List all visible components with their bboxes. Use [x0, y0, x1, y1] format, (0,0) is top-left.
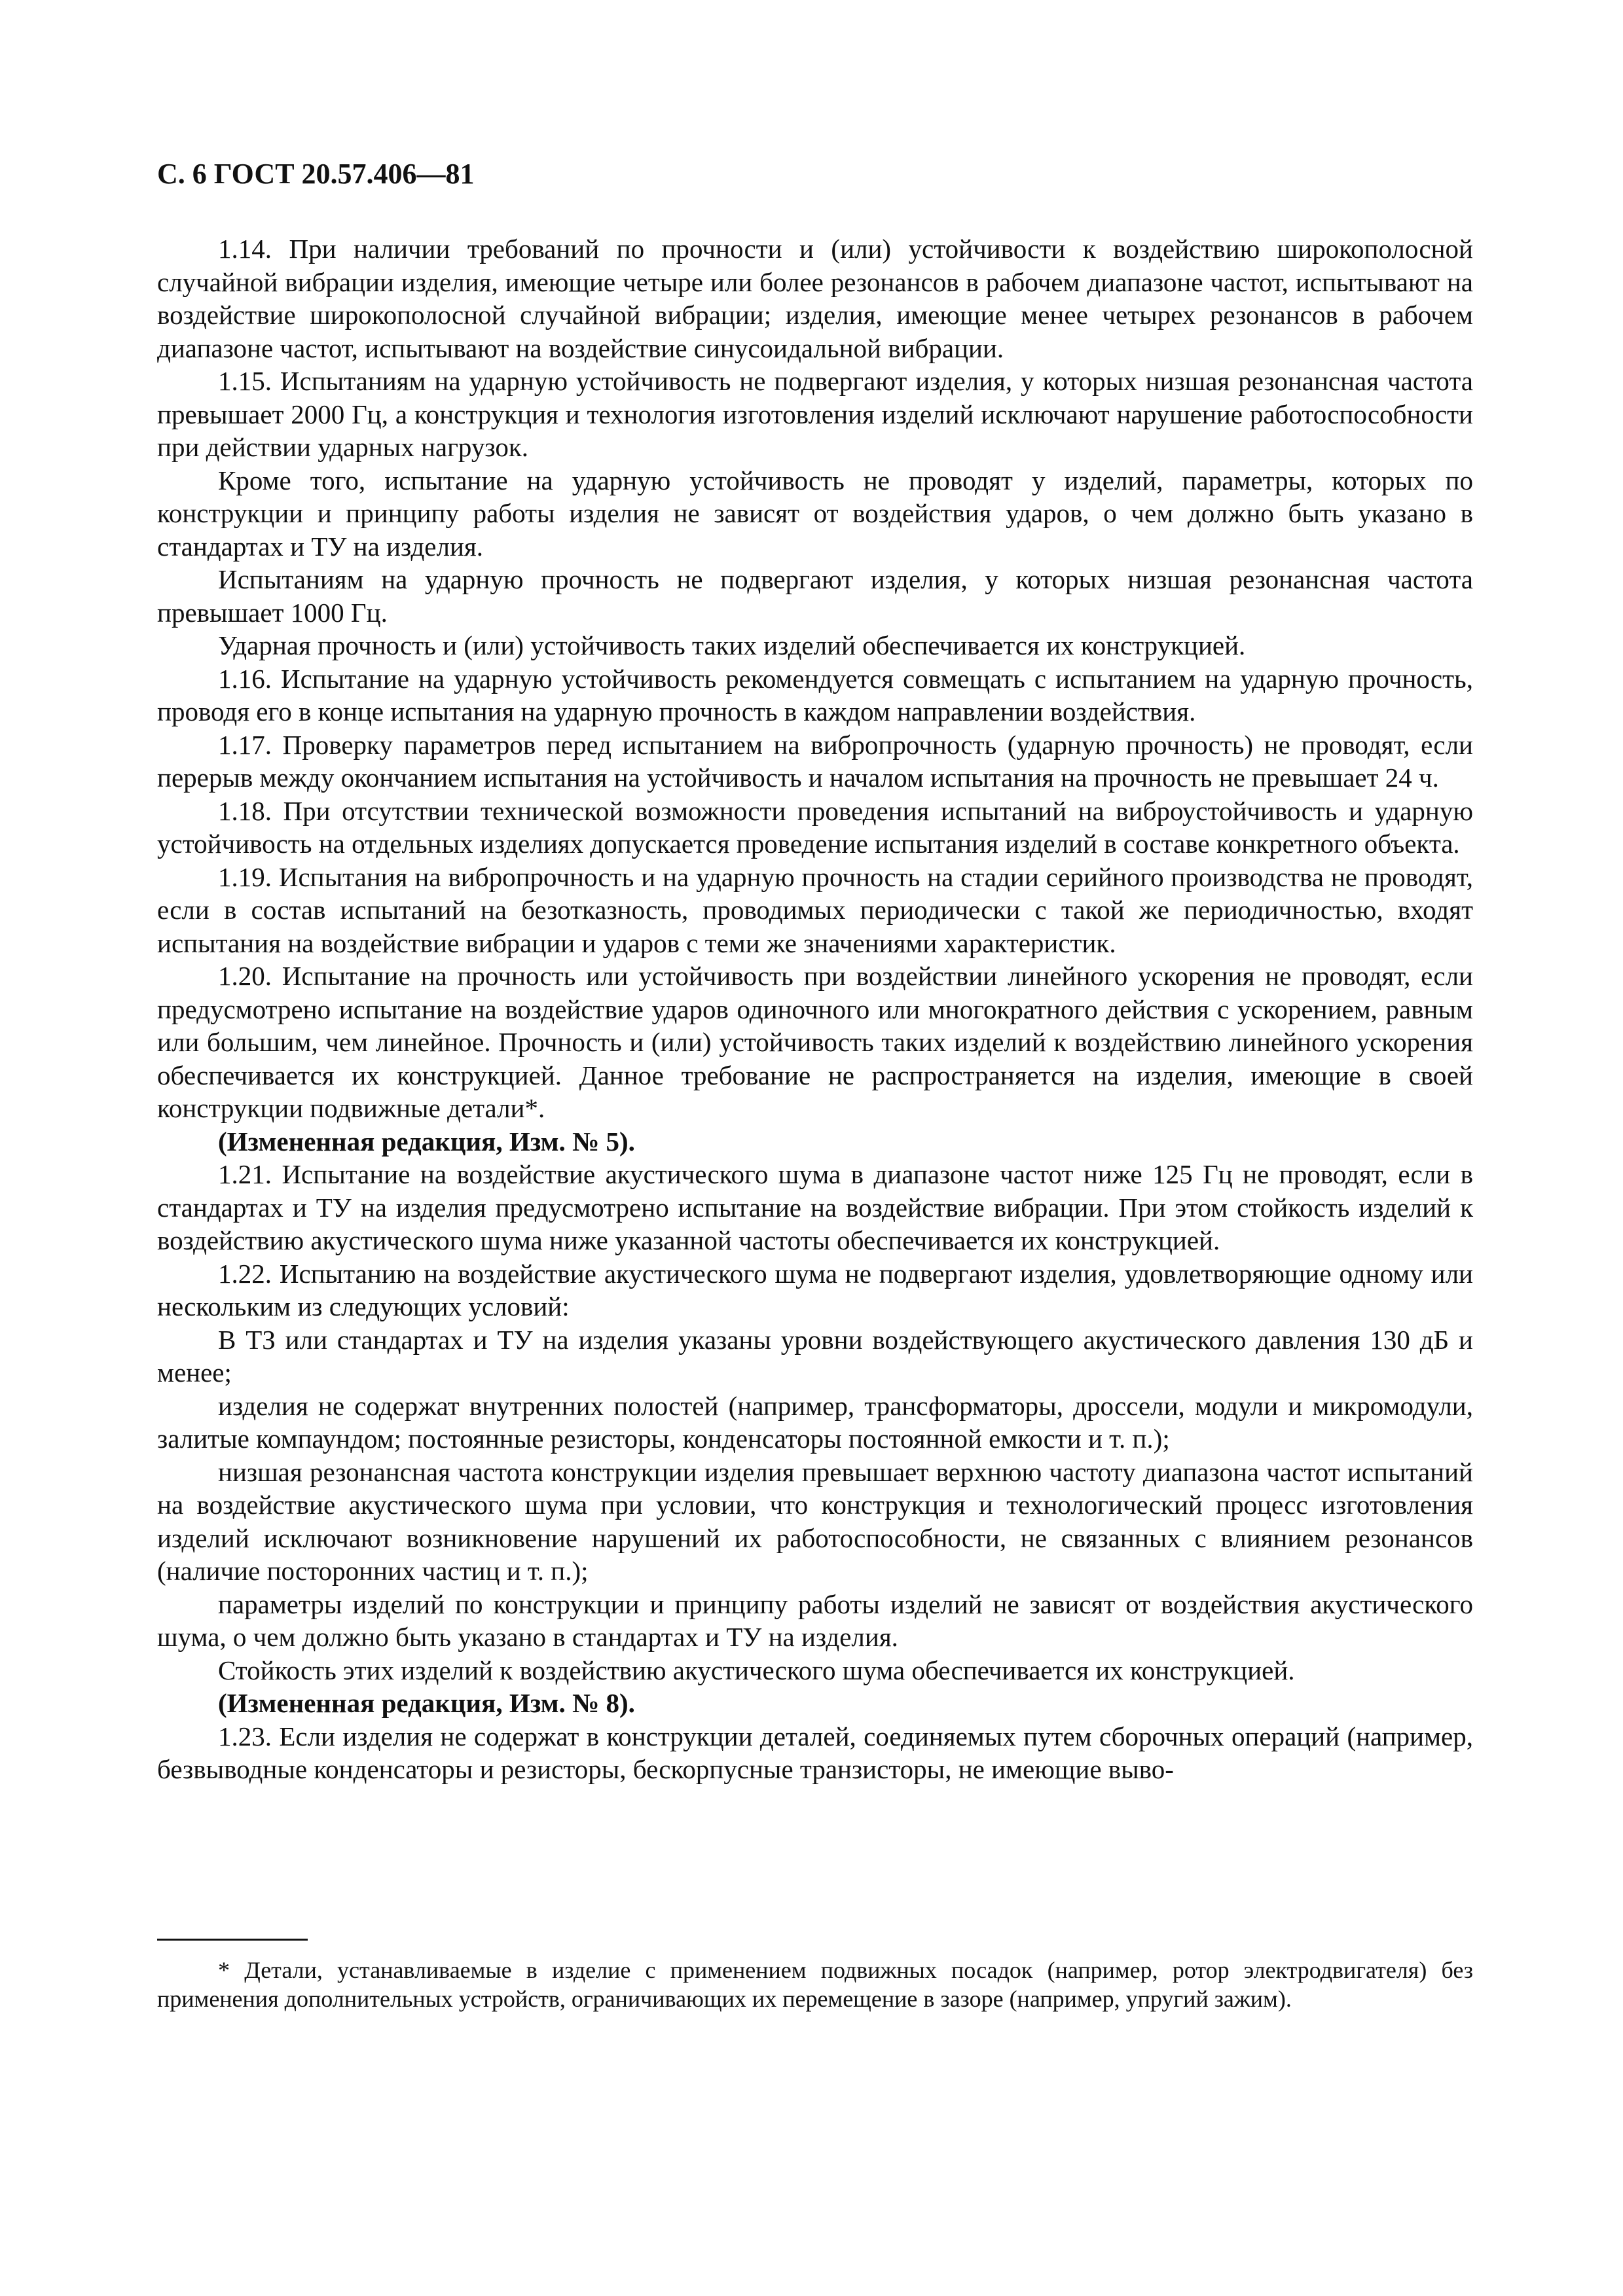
paragraph: Ударная прочность и (или) устойчивость таких изделий обеспечивается их конструкцией.: [218, 630, 1246, 660]
paragraph: 1.17. Проверку параметров перед испытанием на вибропрочность (ударную прочность) не проводят, если перерыв между окончанием испытания на устойчивость и началом испытания на прочность не превышает 24 ч.: [157, 729, 1473, 793]
document-body: [157, 232, 1473, 1786]
paragraph: 1.14. При наличии требований по прочности и (или) устойчивости к воздействию широкополосной случайной вибрации изделия, имеющие четыре или более резонансов в рабочем диапазоне частот, испытывают на воздействие широкополосной случайной вибрации; изделия, имеющие менее четырех резонансов в рабочем диапазоне частот, испытывают на воздействие синусоидальной вибрации.: [157, 234, 1473, 363]
paragraph: параметры изделий по конструкции и принципу работы изделий не зависят от воздействия акустического шума, о чем должно быть указано в стандартах и ТУ на изделия.: [157, 1588, 1473, 1652]
paragraph: 1.22. Испытанию на воздействие акустического шума не подвергают изделия, удовлетворяющие одному или нескольким из следующих условий:: [157, 1258, 1473, 1321]
paragraph: 1.23. Если изделия не содержат в конструкции деталей, соединяемых путем сборочных операций (например, безвыводные конденсаторы и резисторы, бескорпусные транзисторы, не имеющие выво-: [157, 1721, 1473, 1784]
paragraph: 1.15. Испытаниям на ударную устойчивость не подвергают изделия, у которых низшая резонансная частота превышает 2000 Гц, а конструкция и технология изготовления изделий исключают нарушение работоспособности при действии ударных нагрузок.: [157, 366, 1473, 462]
paragraph: низшая резонансная частота конструкции изделия превышает верхнюю частоту диапазона частот испытаний на воздействие акустического шума при условии, что конструкция и технологический процесс изготовления изделий исключают возникновение нарушений их работоспособности, не связанных с влиянием резонансов (наличие посторонних частиц и т. п.);: [157, 1456, 1473, 1586]
amendment-note: (Измененная редакция, Изм. № 8).: [218, 1688, 635, 1718]
footnote: * Детали, устанавливаемые в изделие с применением подвижных посадок (например, ротор электродвигателя) без применения дополнительных устройств, ограничивающих их перемещение в зазоре (например, упругий зажим).: [157, 1957, 1473, 2012]
amendment-note: (Измененная редакция, Изм. № 5).: [218, 1126, 635, 1157]
paragraph: 1.20. Испытание на прочность или устойчивость при воздействии линейного ускорения не проводят, если предусмотрено испытание на воздействие ударов одиночного или многократного действия с ускорением, равным или большим, чем линейное. Прочность и (или) устойчивость таких изделий к воздействию линейного ускорения обеспечивается их конструкцией. Данное требование не распространяется на изделия, имеющие в своей конструкции подвижные детали*.: [157, 961, 1473, 1123]
paragraph: изделия не содержат внутренних полостей (например, трансформаторы, дроссели, модули и микромодули, залитые компаундом; постоянные резисторы, конденсаторы постоянной емкости и т. п.);: [157, 1390, 1473, 1454]
paragraph: Испытаниям на ударную прочность не подвергают изделия, у которых низшая резонансная частота превышает 1000 Гц.: [157, 564, 1473, 628]
document-page: [157, 0, 1473, 2296]
paragraph: 1.18. При отсутствии технической возможности проведения испытаний на виброустойчивость и ударную устойчивость на отдельных изделиях допускается проведение испытания изделий в составе конкретного объекта.: [157, 795, 1473, 859]
paragraph: Кроме того, испытание на ударную устойчивость не проводят у изделий, параметры, которых по конструкции и принципу работы изделия не зависят от воздействия ударов, о чем должно быть указано в стандартах и ТУ на изделия.: [157, 465, 1473, 562]
paragraph: 1.16. Испытание на ударную устойчивость рекомендуется совмещать с испытанием на ударную прочность, проводя его в конце испытания на ударную прочность в каждом направлении воздействия.: [157, 663, 1473, 726]
footnote-divider: [157, 1939, 308, 1941]
paragraph: 1.19. Испытания на вибропрочность и на ударную прочность на стадии серийного производства не проводят, если в состав испытаний на безотказность, проводимых периодически с такой же периодичностью, входят испытания на воздействие вибрации и ударов с теми же значениями характеристик.: [157, 861, 1473, 958]
paragraph: Стойкость этих изделий к воздействию акустического шума обеспечивается их конструкцией.: [218, 1655, 1295, 1685]
paragraph: 1.21. Испытание на воздействие акустического шума в диапазоне частот ниже 125 Гц не проводят, если в стандартах и ТУ на изделия предусмотрено испытание на воздействие вибрации. При этом стойкость изделий к воздействию акустического шума ниже указанной частоты обеспечивается их конструкцией.: [157, 1159, 1473, 1255]
page-header: С. 6 ГОСТ 20.57.406—81: [157, 158, 475, 190]
paragraph: В ТЗ или стандартах и ТУ на изделия указаны уровни воздействующего акустического давления 130 дБ и менее;: [157, 1324, 1473, 1388]
